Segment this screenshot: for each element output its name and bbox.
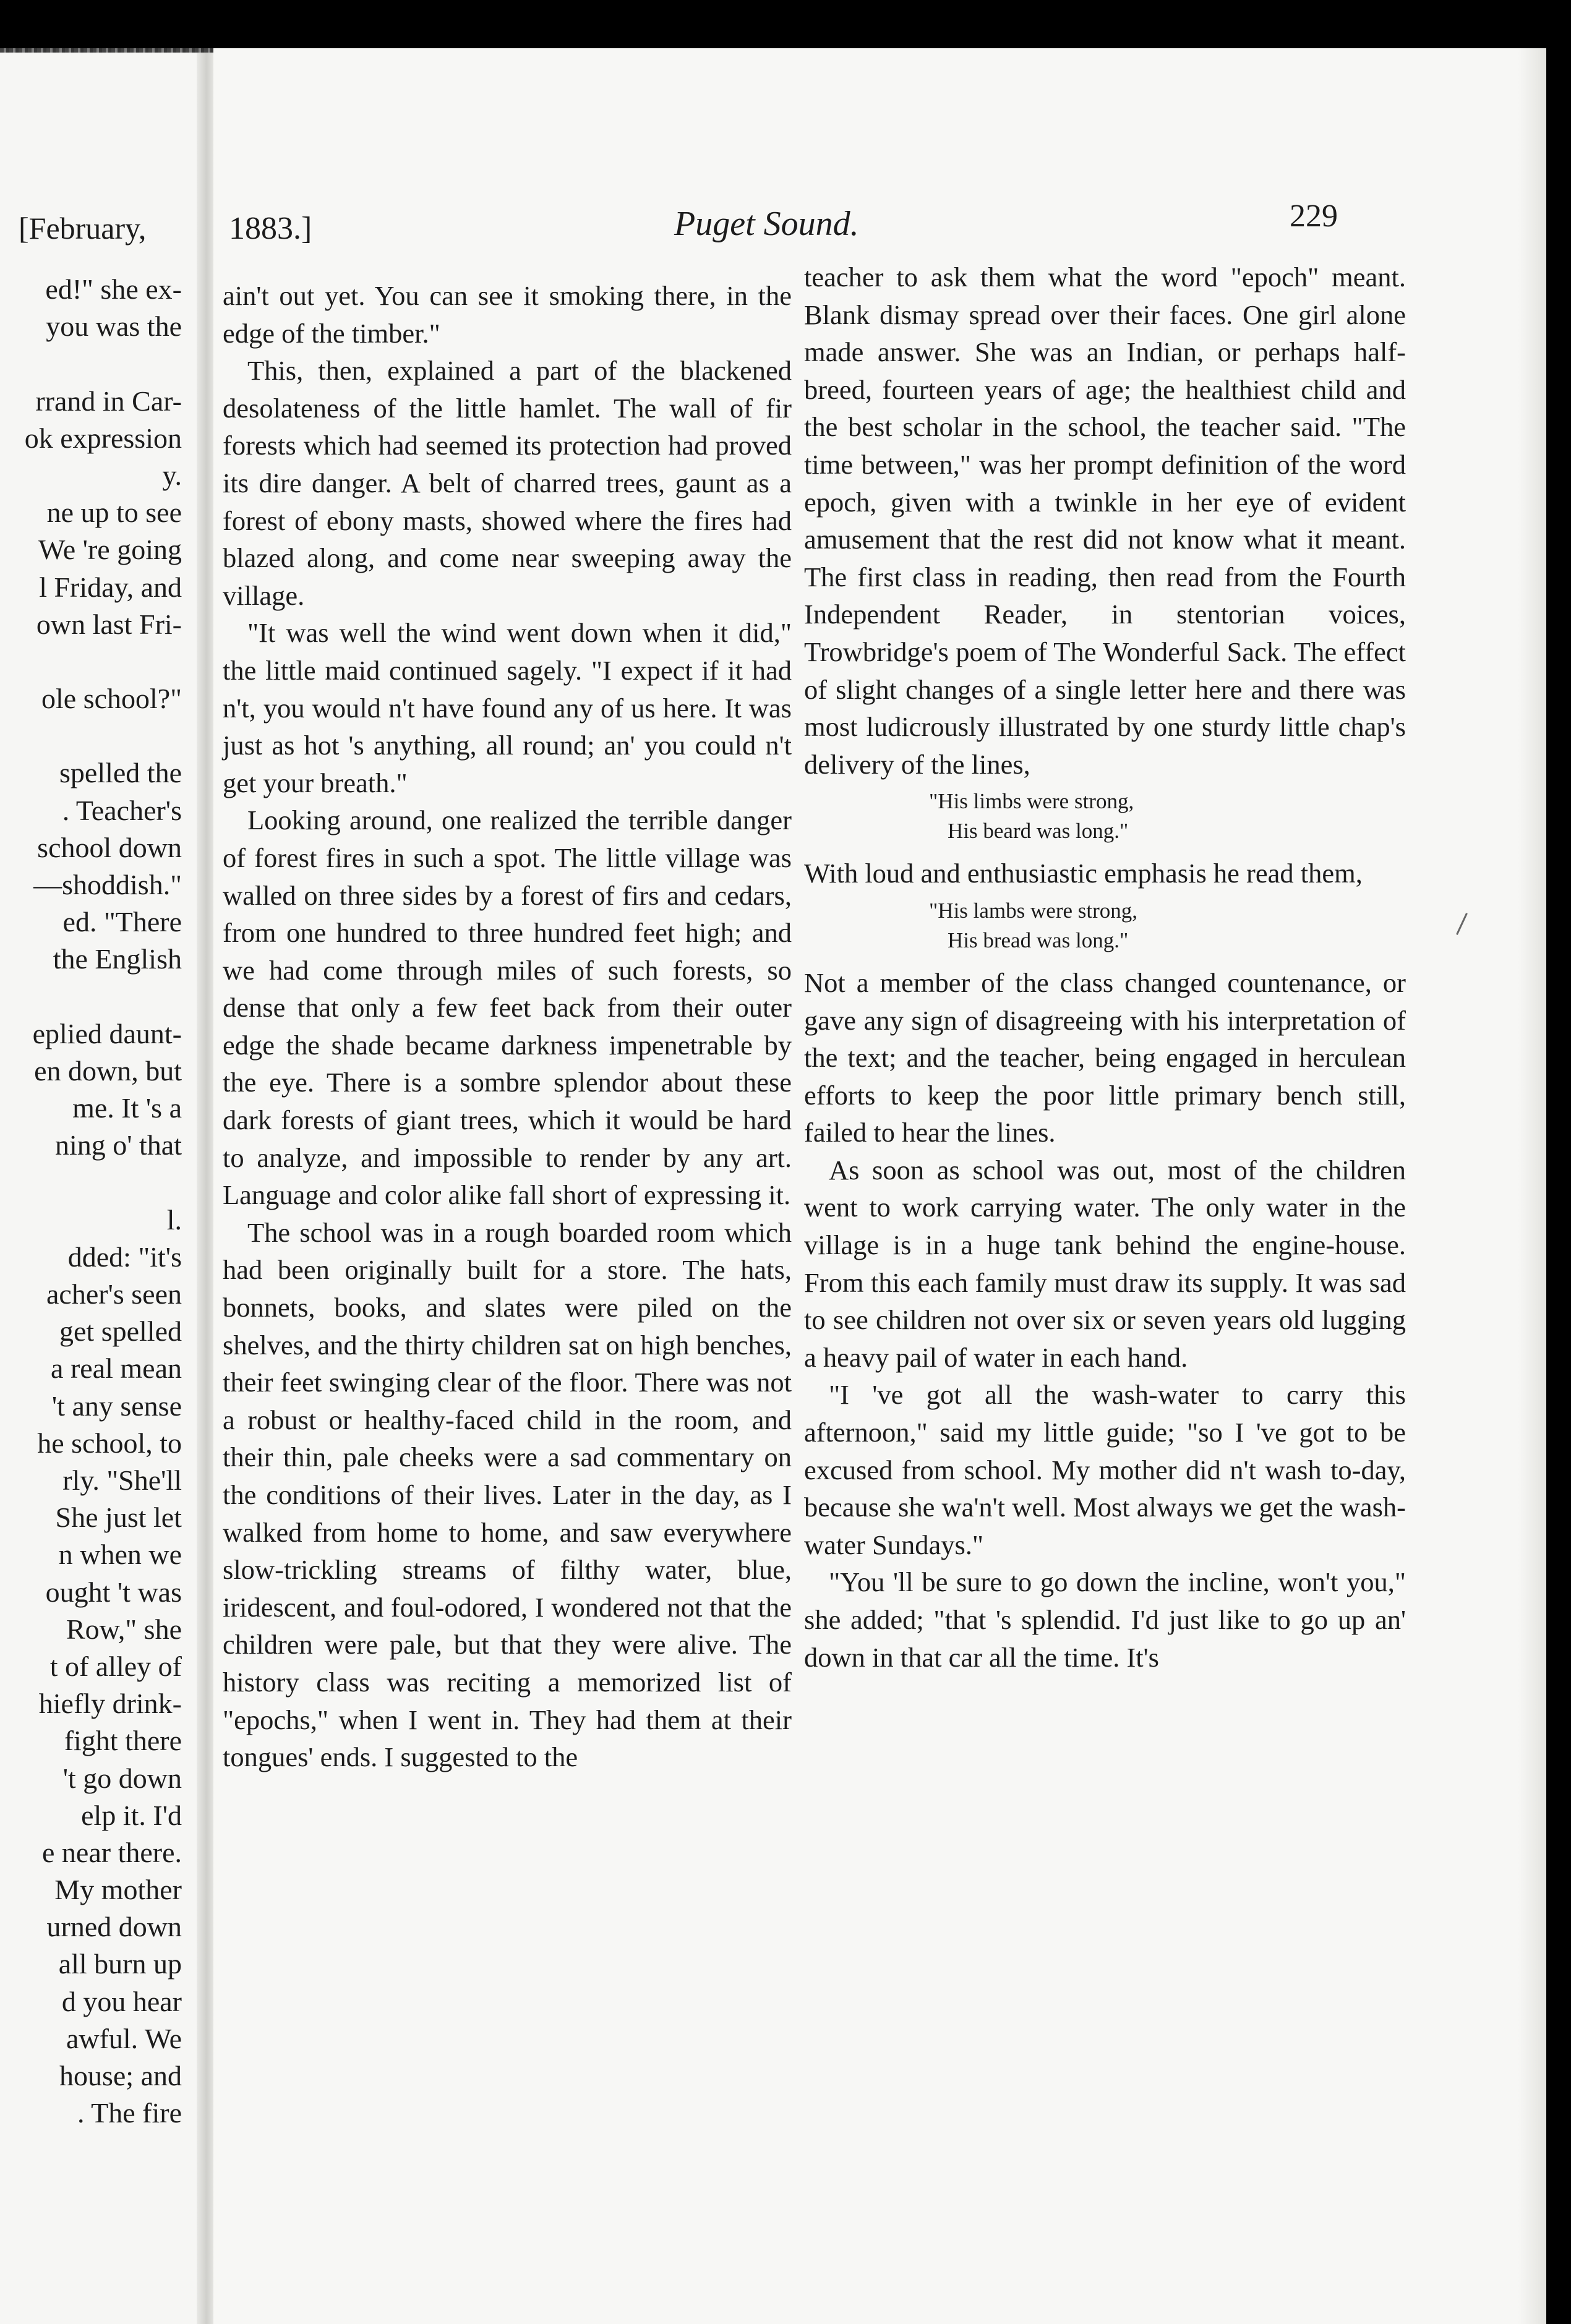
middle-column xyxy=(223,277,792,1776)
left-page-line: d you hear xyxy=(61,1985,182,2017)
verse-line: "His limbs were strong, xyxy=(929,789,1134,814)
left-page-line: all burn up xyxy=(58,1948,182,1980)
paragraph: teacher to ask them what the word "epoch" meant. Blank dismay spread over their faces. One girl alone made answer. She was an Indian, or perhaps half-breed, fourteen years of age; the healthiest child and the best scholar in the school, the teacher said. "The time between," was her prompt definition of the word epoch, given with a twinkle in her eye of evident amusement that the rest did not know what it meant. The first class in reading, then read from the Fourth Independent Reader, in stentorian voices, Trowbridge's poem of The Wonderful Sack. The effect of slight changes of a single letter here and there was most ludicrously illustrated by one sturdy little chap's delivery of the lines, xyxy=(804,262,1406,780)
left-page-line: the English xyxy=(53,943,182,975)
right-column xyxy=(804,258,1406,1676)
left-page-line: ne up to see xyxy=(46,497,182,529)
left-page-line: own last Fri- xyxy=(36,608,182,640)
left-page-header: [February, xyxy=(19,211,147,246)
left-page-line: . The fire xyxy=(77,2097,182,2129)
paragraph: The school was in a rough boarded room which had been originally built for a store. The hats, bonnets, books, and slates were piled on the shelves, and the thirty children sat on high benches, their feet swinging clear of the floor. There was not a robust or healthy-faced child in the room, and their thin, pale cheeks were a sad commentary on the conditions of their lives. Later in the day, as I walked from home to home, and saw everywhere slow-trickling streams of filthy water, blue, iridescent, and foul-odored, I wondered not that the children were pale, but that they were alive. The history class was reciting a memorized list of "epochs," when I went in. They had them at their tongues' ends. I suggested to the xyxy=(223,1216,792,1773)
left-page-line: house; and xyxy=(59,2060,182,2091)
verse-line: His bread was long." xyxy=(948,928,1129,952)
left-page-line: ok expression xyxy=(24,422,182,454)
verse-quote xyxy=(929,787,1406,846)
paragraph: "I 've got all the wash-water to carry this afternoon," said my little guide; "so I 've got to be excused from school. My mother did n't wash to-day, because she wa'n't well. Most always we get the wash-water Sundays." xyxy=(804,1379,1406,1560)
left-page-line: Row," she xyxy=(66,1613,182,1645)
left-page-line: n when we xyxy=(58,1539,182,1571)
left-page-line: elp it. I'd xyxy=(81,1799,182,1831)
left-page-line: awful. We xyxy=(66,2022,182,2054)
left-page-text xyxy=(9,271,182,2132)
left-page-line: eplied daunt- xyxy=(32,1017,182,1049)
paragraph: Looking around, one realized the terrible danger of forest fires in such a spot. The little village was walled on three sides by a forest of firs and cedars, from one hundred to three hundred feet high; and we had come through miles of such forests, so dense that only a few feet back from their outer edge the shade became darkness impenetrable by the eye. There is a sombre splendor about these dark forests of giant trees, which it would be hard to analyze, and impossible to render by any art. Language and color alike fall short of expressing it. xyxy=(223,805,792,1211)
left-page-line: fight there xyxy=(64,1725,182,1757)
left-page-line: he school, to xyxy=(37,1427,182,1459)
left-page-line: get spelled xyxy=(59,1315,182,1348)
left-page-line xyxy=(9,345,182,382)
page-edge-shadow xyxy=(1518,48,1546,2324)
left-page-line xyxy=(9,978,182,1015)
left-page-line: urned down xyxy=(46,1911,182,1943)
verse-quote xyxy=(929,896,1406,955)
left-page-line: me. It 's a xyxy=(72,1092,182,1124)
header-year: 1883.] xyxy=(229,211,312,246)
left-page-line: She just let xyxy=(55,1502,182,1534)
left-page-line: a real mean xyxy=(51,1352,182,1385)
verse-line: "His lambs were strong, xyxy=(929,898,1138,923)
paragraph: "You 'll be sure to go down the incline, won't you," she added; "that 's splendid. I'd just like to go up an' down in that car all the time. It's xyxy=(804,1566,1406,1673)
paragraph: ain't out yet. You can see it smoking there, in the edge of the timber." xyxy=(223,280,792,349)
left-page-line xyxy=(9,717,182,754)
left-page-line: 't any sense xyxy=(51,1390,182,1422)
left-page-line: y. xyxy=(162,459,182,491)
left-page-line: acher's seen xyxy=(46,1278,182,1310)
left-page-line: spelled the xyxy=(59,757,182,789)
left-page-line: . Teacher's xyxy=(62,794,182,826)
left-page-line: hiefly drink- xyxy=(38,1688,182,1720)
left-page-line: en down, but xyxy=(34,1054,182,1087)
left-page-line: l Friday, and xyxy=(39,571,182,603)
left-page-line: rrand in Car- xyxy=(35,385,182,417)
page-title: Puget Sound. xyxy=(674,205,859,243)
paragraph: Not a member of the class changed countenance, or gave any sign of disagreeing with his interpretation of the text; and the teacher, being engaged in herculean efforts to keep the poor little primary bench still, failed to hear the lines. xyxy=(804,967,1406,1148)
paragraph: This, then, explained a part of the blackened desolateness of the little hamlet. The wall of fir forests which had seemed its protection had proved its dire danger. A belt of charred trees, gaunt as a forest of ebony masts, showed where the fires had blazed along, and come near sweeping away the village. xyxy=(223,355,792,611)
left-page-line xyxy=(9,643,182,680)
verse-line: His beard was long." xyxy=(948,819,1129,844)
left-page-line: e near there. xyxy=(41,1836,182,1868)
left-page-line: 't go down xyxy=(62,1762,182,1794)
page-number: 229 xyxy=(1290,199,1338,234)
left-page-line: ought 't was xyxy=(45,1576,182,1608)
left-page-line: ed!" she ex- xyxy=(45,273,182,305)
left-page-line: —shoddish." xyxy=(33,869,182,900)
left-page-line: ning o' that xyxy=(54,1129,182,1161)
left-page-line: you was the xyxy=(46,310,182,343)
left-page-line: t of alley of xyxy=(49,1650,182,1682)
paragraph: "It was well the wind went down when it did," the little maid continued sagely. "I expect if it had n't, you would n't have found any of us here. It was just as hot 's anything, all round; an' you could n't get your breath." xyxy=(223,617,792,798)
left-page-line: ed. "There xyxy=(62,906,182,938)
left-page-line: My mother xyxy=(54,1874,182,1906)
left-page-line: dded: "it's xyxy=(67,1241,182,1273)
left-page-line: l. xyxy=(166,1203,182,1236)
left-page-line: rly. "She'll xyxy=(62,1464,182,1496)
left-page-line xyxy=(9,1164,182,1202)
paragraph: As soon as school was out, most of the children went to work carrying water. The only water in the village is in a huge tank behind the engine-house. From this each family must draw its supply. It was sad to see children not over six or seven years old lugging a heavy pail of water in each hand. xyxy=(804,1154,1406,1373)
left-page-line: We 're going xyxy=(38,534,182,566)
paragraph: With loud and enthusiastic emphasis he read them, xyxy=(804,858,1363,889)
left-page-line: school down xyxy=(37,831,182,863)
left-page-line: ole school?" xyxy=(41,683,182,715)
